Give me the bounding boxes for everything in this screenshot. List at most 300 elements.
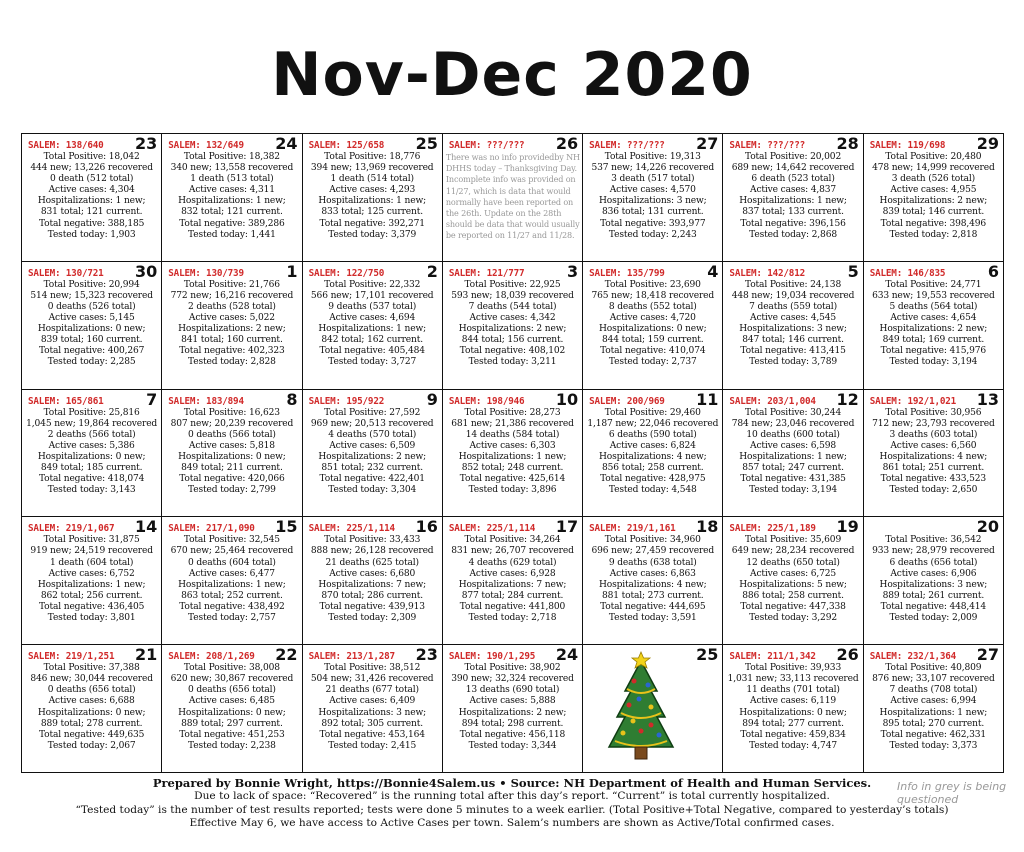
- stat-line: 1 death (513 total): [190, 174, 274, 185]
- stat-line: Hospitalizations: 3 new;: [739, 324, 847, 335]
- stat-line: 10 deaths (600 total): [746, 429, 840, 440]
- day-number: 23: [135, 134, 158, 153]
- stat-line: 0 deaths (604 total): [188, 557, 276, 568]
- footer-line: Due to lack of space: “Recovered” is the running total after this day’s report. “Current” is total currently hospitalized.: [194, 790, 830, 803]
- stat-line: 862 total; 256 current.: [40, 590, 143, 601]
- day-header: [445, 136, 580, 152]
- salem-cases-label: SALEM: 198/946: [448, 395, 525, 407]
- stat-line: Total negative: 462,331: [880, 729, 987, 740]
- stat-line: Tested today: 2,828: [188, 357, 276, 368]
- stat-line: Total Positive: 19,313: [604, 152, 701, 162]
- stat-line: Tested today: 1,903: [47, 229, 136, 240]
- stat-line: 846 new; 30,044 recovered: [30, 674, 153, 685]
- salem-cases-label: SALEM: 192/1,021: [869, 395, 957, 407]
- calendar-day-cell: [162, 645, 302, 773]
- stat-line: Total Positive: 25,816: [43, 407, 140, 418]
- stat-line: 7 deaths (708 total): [889, 685, 978, 696]
- calendar-day-cell: [583, 262, 723, 390]
- day-number: 16: [415, 517, 438, 537]
- stat-line: Active cases: 6,680: [329, 568, 416, 579]
- stat-line: Total Positive: 24,138: [745, 279, 842, 290]
- stat-line: 857 total; 247 current.: [742, 463, 844, 474]
- stat-line: Active cases: 6,119: [750, 696, 837, 707]
- stat-line: 9 deaths (537 total): [328, 301, 417, 312]
- stat-line: Total Positive: 35,609: [745, 535, 842, 546]
- day-header: [585, 389, 720, 409]
- stat-line: 670 new; 25,464 recovered: [170, 546, 294, 557]
- stat-line: 5 deaths (564 total): [889, 301, 978, 312]
- stat-line: Total negative: 449,635: [38, 729, 145, 740]
- footer-line: “Tested today” is the number of test results reported; tests were done 5 minutes to a week earlier. (Total Positive+Total Negative, compared to yesterday’s totals): [75, 803, 949, 816]
- stat-line: Total negative: 447,338: [740, 601, 846, 612]
- calendar-day-cell: [162, 134, 302, 262]
- stat-line: Tested today: 2,067: [47, 740, 136, 751]
- grey-note-line: should be data that would usually: [445, 219, 580, 230]
- stat-line: Hospitalizations: 2 new;: [458, 707, 567, 718]
- stat-line: Hospitalizations: 0 new;: [37, 707, 146, 718]
- grey-note-line: normally have been reported on: [445, 196, 574, 207]
- stat-line: Tested today: 2,415: [328, 740, 417, 751]
- day-header: [866, 519, 1001, 535]
- stat-line: Hospitalizations: 2 new;: [879, 196, 988, 207]
- salem-cases-label: SALEM: 135/799: [589, 267, 665, 279]
- stat-line: Active cases: 5,145: [48, 313, 135, 324]
- stat-line: Tested today: 3,194: [889, 357, 978, 368]
- grey-note-line: the 26th. Update on the 28th: [445, 208, 562, 219]
- stat-line: 593 new; 18,039 recovered: [451, 290, 574, 301]
- stat-line: 0 deaths (656 total): [188, 685, 276, 696]
- stat-line: Active cases: 4,293: [329, 185, 416, 196]
- stat-line: Total Positive: 40,809: [885, 663, 982, 674]
- calendar-day-cell: [303, 517, 443, 645]
- day-header: [164, 519, 299, 535]
- stat-line: 0 deaths (526 total): [47, 301, 136, 312]
- stat-line: Active cases: 5,386: [48, 440, 135, 451]
- stat-line: Total Positive: 28,273: [464, 407, 561, 418]
- day-header: [725, 136, 860, 152]
- stat-line: Total negative: 459,834: [740, 729, 846, 740]
- stat-line: Active cases: 6,409: [329, 696, 416, 707]
- stat-line: Tested today: 3,143: [47, 485, 136, 496]
- calendar-day-cell: [443, 134, 583, 262]
- footer-line: Prepared by Bonnie Wright, https://Bonnie4Salem.us • Source: NH Department of Health and Human Services.: [152, 776, 872, 790]
- salem-cases-label: SALEM: ???/???: [448, 140, 525, 151]
- day-header: [305, 389, 440, 409]
- salem-cases-label: SALEM: 146/835: [869, 267, 946, 279]
- stat-line: Total Positive: 20,002: [745, 152, 842, 162]
- stat-line: 933 new; 28,979 recovered: [872, 546, 995, 557]
- stat-line: 807 new; 20,239 recovered: [170, 418, 294, 429]
- day-number: 6: [987, 261, 999, 281]
- stat-line: Total Positive: 34,264: [464, 535, 561, 546]
- salem-cases-label: SALEM: 183/894: [168, 395, 244, 407]
- stat-line: Active cases: 6,598: [750, 440, 837, 451]
- stat-line: Tested today: 3,344: [468, 740, 557, 751]
- stat-line: 839 total; 146 current.: [882, 207, 985, 218]
- stat-line: Hospitalizations: 0 new;: [178, 451, 286, 462]
- day-number: 11: [696, 389, 719, 409]
- stat-line: Total negative: 441,800: [459, 601, 566, 612]
- stat-line: Tested today: 2,309: [328, 613, 417, 624]
- day-number: 27: [976, 645, 999, 665]
- day-header: [445, 389, 580, 409]
- calendar-day-cell: [583, 134, 723, 262]
- stat-line: Active cases: 4,694: [329, 313, 416, 324]
- stat-line: Total Positive: 38,512: [324, 663, 421, 674]
- day-header: [24, 519, 159, 535]
- day-header: [305, 519, 440, 535]
- stat-line: 394 new; 13,969 recovered: [310, 163, 434, 174]
- stat-line: Hospitalizations: 4 new;: [598, 451, 707, 462]
- stat-line: 537 new; 14,226 recovered: [591, 163, 715, 174]
- stat-line: 856 total; 258 current.: [602, 463, 704, 474]
- salem-cases-label: SALEM: 225/1,189: [729, 523, 816, 535]
- stat-line: 21 deaths (677 total): [325, 685, 419, 696]
- day-number: 8: [286, 389, 298, 409]
- day-header: [866, 647, 1001, 663]
- salem-cases-label: SALEM: 225/1,114: [448, 523, 536, 535]
- stat-line: 566 new; 17,101 recovered: [310, 290, 434, 301]
- day-number: 15: [275, 517, 298, 537]
- stat-line: Hospitalizations: 0 new;: [598, 324, 707, 335]
- salem-cases-label: SALEM: 195/922: [308, 395, 385, 407]
- calendar-day-cell: [723, 645, 863, 773]
- day-number: 1: [286, 261, 298, 281]
- day-number: 5: [847, 261, 859, 281]
- stat-line: 1,045 new; 19,864 recovered: [26, 418, 158, 429]
- stat-line: Total negative: 439,913: [319, 601, 425, 612]
- day-number: 2: [426, 261, 438, 281]
- day-number: 13: [976, 389, 999, 409]
- day-header: [24, 136, 159, 152]
- day-header: [585, 261, 720, 281]
- stat-line: 870 total; 286 current.: [321, 590, 423, 601]
- salem-cases-label: SALEM: 190/1,295: [448, 651, 536, 663]
- day-number: 27: [696, 134, 719, 153]
- day-header: [585, 136, 720, 152]
- stat-line: Tested today: 3,211: [468, 357, 557, 368]
- stat-line: 888 new; 26,128 recovered: [310, 546, 434, 557]
- footer-line: Effective May 6, we have access to Active Cases per town. Salem’s numbers are shown as Active/Total confirmed cases.: [189, 817, 835, 830]
- stat-line: Total negative: 422,401: [319, 474, 425, 485]
- day-number: 9: [426, 389, 438, 409]
- stat-line: Total negative: 389,286: [179, 218, 285, 229]
- calendar-day-cell: [22, 262, 162, 390]
- day-header: [866, 389, 1001, 409]
- stat-line: 3 deaths (603 total): [889, 429, 978, 440]
- salem-cases-label: SALEM: 142/812: [729, 267, 805, 279]
- stat-line: Total negative: 400,267: [38, 346, 145, 357]
- stat-line: Total Positive: 29,460: [604, 407, 701, 418]
- stat-line: Hospitalizations: 0 new;: [37, 324, 146, 335]
- stat-line: Tested today: 2,650: [889, 485, 978, 496]
- stat-line: Total Positive: 38,008: [183, 663, 280, 674]
- day-number: 24: [555, 645, 579, 665]
- calendar-day-cell: [443, 517, 583, 645]
- stat-line: Active cases: 6,824: [609, 440, 696, 451]
- stat-line: Total Positive: 23,690: [604, 279, 701, 290]
- stat-line: Active cases: 4,720: [609, 313, 696, 324]
- stat-line: Tested today: 1,441: [188, 229, 276, 240]
- salem-cases-label: SALEM: ???/???: [729, 140, 805, 151]
- stat-line: 833 total; 125 current.: [321, 207, 423, 218]
- stat-line: 784 new; 23,046 recovered: [731, 418, 855, 429]
- stat-line: Total Positive: 31,875: [43, 535, 140, 546]
- salem-cases-label: SALEM: 213/1,287: [308, 651, 395, 663]
- stat-line: Active cases: 5,888: [469, 696, 556, 707]
- stat-line: Tested today: 2,285: [47, 357, 136, 368]
- stat-line: Total negative: 410,074: [600, 346, 706, 357]
- stat-line: 876 new; 33,107 recovered: [872, 674, 995, 685]
- stat-line: Hospitalizations: 5 new;: [739, 579, 847, 590]
- day-number: 24: [275, 134, 298, 153]
- stat-line: Tested today: 3,727: [328, 357, 417, 368]
- calendar-day-cell: [303, 134, 443, 262]
- salem-cases-label: SALEM: 203/1,004: [729, 395, 816, 407]
- salem-cases-label: SALEM: 211/1,342: [729, 651, 816, 663]
- day-header: [445, 647, 580, 663]
- stat-line: Tested today: 4,747: [749, 740, 837, 751]
- stat-line: Total Positive: 32,545: [183, 535, 280, 546]
- stat-line: 849 total; 185 current.: [40, 463, 143, 474]
- stat-line: Total Positive: 37,388: [43, 663, 140, 674]
- stat-line: 7 deaths (544 total): [468, 301, 557, 312]
- stat-line: Active cases: 5,818: [188, 440, 275, 451]
- salem-cases-label: SALEM: 138/640: [28, 140, 104, 151]
- stat-line: 7 deaths (559 total): [749, 301, 837, 312]
- stat-line: 696 new; 27,459 recovered: [591, 546, 715, 557]
- stat-line: Total negative: 392,271: [319, 218, 425, 229]
- calendar-day-cell: [583, 390, 723, 518]
- stat-line: 881 total; 273 current.: [602, 590, 704, 601]
- stat-line: Total Positive: 18,042: [43, 152, 140, 162]
- day-header: [305, 136, 440, 152]
- calendar-grid: [21, 133, 1004, 773]
- stat-line: Tested today: 3,194: [749, 485, 837, 496]
- day-header: [24, 389, 159, 409]
- stat-line: Total negative: 420,066: [179, 474, 285, 485]
- salem-cases-label: SALEM: 217/1,090: [168, 523, 255, 535]
- stat-line: Total Positive: 18,382: [183, 152, 280, 162]
- grey-info-note: Info in grey is being questioned: [897, 780, 1007, 806]
- day-header: [866, 136, 1001, 152]
- christmas-tree-image: [601, 651, 681, 767]
- day-number: 20: [976, 517, 999, 537]
- calendar-day-cell: [162, 262, 302, 390]
- salem-cases-label: SALEM: 225/1,114: [308, 523, 395, 535]
- calendar-day-cell: [864, 645, 1004, 773]
- stat-line: Hospitalizations: 4 new;: [598, 579, 707, 590]
- calendar-day-cell: [583, 645, 723, 773]
- grey-note-line: 11/27, which is data that would: [445, 185, 571, 196]
- stat-line: 837 total; 133 current.: [742, 207, 844, 218]
- day-number: 18: [696, 517, 719, 537]
- calendar-day-cell: [303, 645, 443, 773]
- stat-line: 1 death (514 total): [330, 174, 414, 185]
- salem-cases-label: SALEM: 219/1,251: [28, 651, 115, 663]
- stat-line: Active cases: 4,570: [609, 185, 696, 196]
- stat-line: Total Positive: 22,332: [324, 279, 421, 290]
- stat-line: Total negative: 393,977: [600, 218, 706, 229]
- stat-line: Total Positive: 30,956: [885, 407, 982, 418]
- stat-line: Hospitalizations: 1 new;: [37, 196, 146, 207]
- stat-line: Tested today: 2,818: [889, 229, 978, 240]
- calendar-day-cell: [583, 517, 723, 645]
- day-number: 30: [135, 261, 158, 281]
- stat-line: Hospitalizations: 1 new;: [739, 451, 847, 462]
- day-number: 14: [135, 517, 158, 537]
- stat-line: 0 deaths (566 total): [188, 429, 276, 440]
- stat-line: Total Positive: 22,925: [464, 279, 561, 290]
- stat-line: 851 total; 232 current.: [321, 463, 423, 474]
- stat-line: Active cases: 4,311: [188, 185, 275, 196]
- stat-line: 889 total; 278 current.: [40, 718, 143, 729]
- stat-line: Total Positive: 27,592: [324, 407, 421, 418]
- stat-line: Tested today: 3,292: [749, 613, 837, 624]
- day-header: [305, 647, 440, 663]
- stat-line: Hospitalizations: 0 new;: [37, 451, 146, 462]
- stat-line: Tested today: 3,789: [749, 357, 837, 368]
- stat-line: Tested today: 4,548: [608, 485, 697, 496]
- stat-line: 4 deaths (629 total): [468, 557, 557, 568]
- stat-line: Tested today: 2,718: [468, 613, 557, 624]
- stat-line: Active cases: 6,906: [890, 568, 977, 579]
- stat-line: Active cases: 6,994: [890, 696, 977, 707]
- stat-line: 6 deaths (656 total): [889, 557, 978, 568]
- stat-line: Active cases: 6,928: [469, 568, 556, 579]
- stat-line: Total negative: 405,484: [319, 346, 425, 357]
- stat-line: Tested today: 3,379: [328, 229, 417, 240]
- stat-line: 3 death (526 total): [891, 174, 975, 185]
- calendar-day-cell: [22, 517, 162, 645]
- calendar-day-cell: [864, 517, 1004, 645]
- stat-line: 831 total; 121 current.: [40, 207, 143, 218]
- stat-line: 504 new; 31,426 recovered: [310, 674, 434, 685]
- stat-line: 919 new; 24,519 recovered: [30, 546, 153, 557]
- calendar-day-cell: [443, 390, 583, 518]
- stat-line: Active cases: 6,725: [750, 568, 837, 579]
- stat-line: 1,031 new; 33,113 recovered: [727, 674, 859, 685]
- calendar-day-cell: [864, 134, 1004, 262]
- salem-cases-label: SALEM: 132/649: [168, 140, 244, 151]
- stat-line: Hospitalizations: 1 new;: [178, 579, 286, 590]
- salem-cases-label: SALEM: 119/698: [869, 140, 946, 151]
- stat-line: 849 total; 211 current.: [181, 463, 283, 474]
- stat-line: Tested today: 3,801: [47, 613, 136, 624]
- stat-line: Total negative: 408,102: [459, 346, 566, 357]
- stat-line: 1 death (604 total): [49, 557, 134, 568]
- stat-line: 892 total; 305 current.: [321, 718, 423, 729]
- stat-line: 13 deaths (690 total): [465, 685, 560, 696]
- day-header: [445, 261, 580, 281]
- day-header: [725, 389, 860, 409]
- christmas-tree-icon: [601, 651, 681, 767]
- stat-line: Hospitalizations: 2 new;: [458, 324, 567, 335]
- stat-line: 712 new; 23,793 recovered: [872, 418, 995, 429]
- stat-line: 8 deaths (552 total): [608, 301, 697, 312]
- stat-line: 852 total; 248 current.: [461, 463, 564, 474]
- calendar-day-cell: [22, 134, 162, 262]
- stat-line: Total negative: 398,496: [880, 218, 987, 229]
- grey-note-line: be reported on 11/27 and 11/28.: [445, 230, 575, 241]
- salem-cases-label: SALEM: 130/721: [28, 267, 104, 279]
- stat-line: Tested today: 2,868: [749, 229, 837, 240]
- day-number: 26: [836, 645, 859, 665]
- stat-line: Hospitalizations: 1 new;: [458, 451, 567, 462]
- stat-line: Total negative: 428,975: [600, 474, 706, 485]
- day-number: 29: [976, 134, 999, 153]
- stat-line: 889 total; 297 current.: [181, 718, 283, 729]
- day-header: [305, 261, 440, 281]
- stat-line: 894 total; 298 current.: [461, 718, 564, 729]
- stat-line: 861 total; 251 current.: [882, 463, 985, 474]
- stat-line: Tested today: 2,799: [188, 485, 276, 496]
- stat-line: 12 deaths (650 total): [746, 557, 840, 568]
- stat-line: 863 total; 252 current.: [181, 590, 283, 601]
- stat-line: Total Positive: 33,433: [324, 535, 421, 546]
- day-number: 7: [146, 389, 158, 409]
- day-header: [164, 261, 299, 281]
- day-number: 28: [836, 134, 859, 153]
- stat-line: 681 new; 21,386 recovered: [451, 418, 574, 429]
- stat-line: 832 total; 121 current.: [181, 207, 283, 218]
- day-number: 10: [555, 389, 579, 409]
- salem-cases-label: [866, 519, 870, 523]
- stat-line: Total Positive: 20,480: [885, 152, 982, 162]
- stat-line: 844 total; 159 current.: [602, 335, 704, 346]
- stat-line: Total negative: 413,415: [740, 346, 846, 357]
- stat-line: Active cases: 4,955: [890, 185, 977, 196]
- stat-line: Total negative: 448,414: [880, 601, 987, 612]
- stat-line: Total negative: 433,523: [880, 474, 987, 485]
- stat-line: 772 new; 16,216 recovered: [170, 290, 294, 301]
- stat-line: 3 death (517 total): [611, 174, 695, 185]
- stat-line: Active cases: 6,560: [890, 440, 977, 451]
- salem-cases-label: SALEM: 122/750: [308, 267, 385, 279]
- calendar-day-cell: [723, 390, 863, 518]
- stat-line: 831 new; 26,707 recovered: [451, 546, 574, 557]
- stat-line: Hospitalizations: 1 new;: [318, 324, 426, 335]
- calendar-day-cell: [303, 390, 443, 518]
- stat-line: Hospitalizations: 7 new;: [458, 579, 567, 590]
- stat-line: Total Positive: 30,244: [745, 407, 842, 418]
- stat-line: 0 deaths (656 total): [47, 685, 136, 696]
- stat-line: Total Positive: 21,766: [183, 279, 280, 290]
- calendar-day-cell: [162, 390, 302, 518]
- calendar-day-cell: [864, 262, 1004, 390]
- calendar-day-cell: [22, 390, 162, 518]
- day-header: [24, 647, 159, 663]
- stat-line: Total negative: 444,695: [600, 601, 706, 612]
- stat-line: 390 new; 32,324 recovered: [451, 674, 574, 685]
- stat-line: Hospitalizations: 2 new;: [879, 324, 988, 335]
- stat-line: Total Positive: 24,771: [885, 279, 982, 290]
- stat-line: Hospitalizations: 4 new;: [879, 451, 988, 462]
- stat-line: Tested today: 2,009: [889, 613, 978, 624]
- stat-line: Hospitalizations: 1 new;: [318, 196, 426, 207]
- stat-line: Active cases: 4,545: [750, 313, 837, 324]
- stat-line: Hospitalizations: 3 new;: [879, 579, 988, 590]
- salem-cases-label: SALEM: 200/969: [589, 395, 665, 407]
- stat-line: Tested today: 3,304: [328, 485, 417, 496]
- day-number: 12: [836, 389, 859, 409]
- stat-line: 6 deaths (590 total): [608, 429, 697, 440]
- stat-line: 849 total; 169 current.: [882, 335, 985, 346]
- stat-line: 620 new; 30,867 recovered: [170, 674, 294, 685]
- stat-line: Hospitalizations: 3 new;: [598, 196, 707, 207]
- stat-line: 2 deaths (566 total): [47, 429, 136, 440]
- stat-line: 842 total; 162 current.: [321, 335, 423, 346]
